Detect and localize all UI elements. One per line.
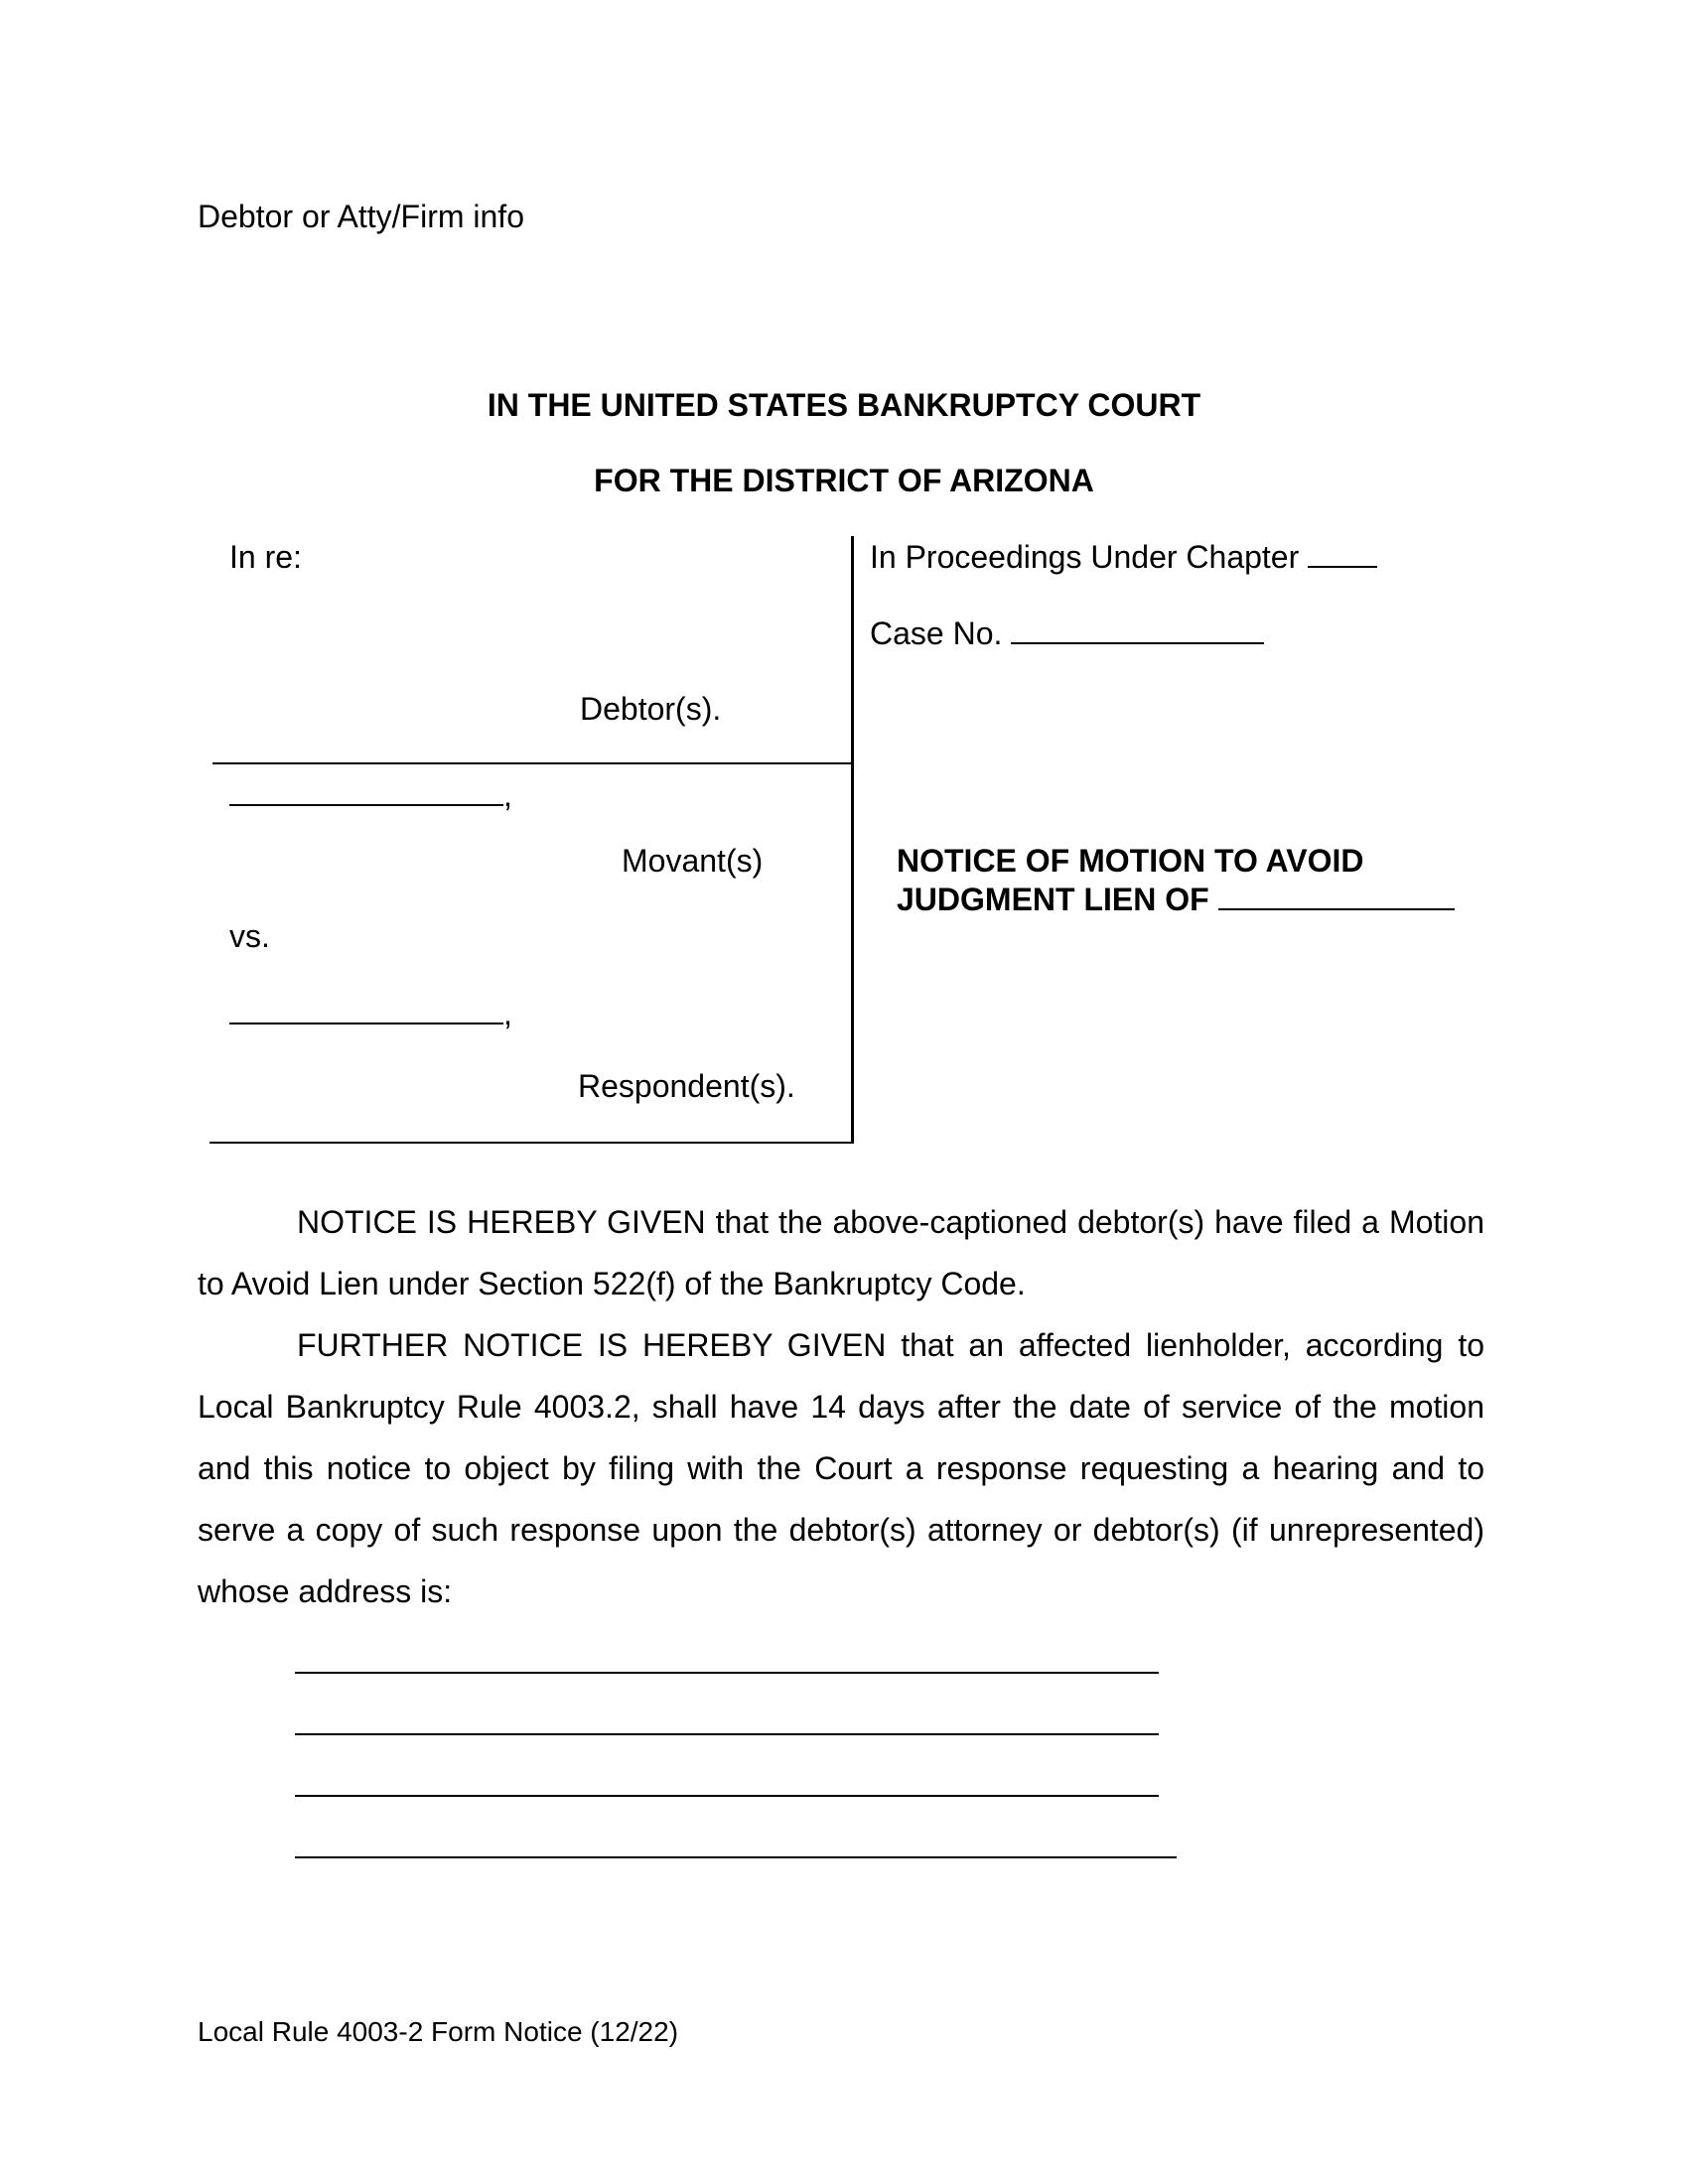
- notice-paragraph-2-text: FURTHER NOTICE IS HEREBY GIVEN that an affected lienholder, according to Local Bankruptcy Rule 4003.2, shall have 14 days after the date of service of the motion and this notice to object by filing with the Court a response requesting a hearing and to serve a copy of such response upon the debtor(s) attorney or debtor(s) (if unrepresented) whose address is:: [198, 1327, 1484, 1609]
- chapter-blank[interactable]: [1308, 565, 1377, 568]
- case-no-blank[interactable]: [1011, 641, 1264, 644]
- lienholder-name-blank[interactable]: [1218, 907, 1455, 910]
- address-line-4[interactable]: [295, 1856, 1177, 1858]
- notice-paragraph-1: [198, 1191, 1484, 1314]
- movants-label: Movant(s): [622, 843, 764, 879]
- movant-comma: ,: [503, 777, 512, 813]
- notice-title-line2-field[interactable]: [897, 881, 1455, 918]
- debtor-info-label: Debtor or Atty/Firm info: [198, 199, 524, 234]
- chapter-field[interactable]: [870, 538, 1377, 576]
- caption-divider-bottom: [210, 1142, 854, 1144]
- address-line-2[interactable]: [295, 1733, 1159, 1735]
- notice-paragraph-2: [198, 1314, 1484, 1622]
- notice-title-line1: NOTICE OF MOTION TO AVOID: [897, 843, 1364, 879]
- court-title-line1: IN THE UNITED STATES BANKRUPTCY COURT: [487, 387, 1201, 423]
- respondent-comma: ,: [503, 996, 512, 1031]
- footer-form-id: Local Rule 4003-2 Form Notice (12/22): [198, 2016, 679, 2047]
- notice-paragraph-1-text: NOTICE IS HEREBY GIVEN that the above-captioned debtor(s) have filed a Motion to Avoid Lien under Section 522(f) of the Bankruptcy Code.: [198, 1204, 1484, 1301]
- debtors-label: Debtor(s).: [580, 691, 722, 727]
- notice-title-line2: JUDGMENT LIEN OF: [897, 882, 1209, 917]
- chapter-label: In Proceedings Under Chapter: [870, 539, 1300, 575]
- case-no-field[interactable]: [870, 614, 1264, 652]
- movant-name-blank[interactable]: [229, 803, 503, 806]
- movant-name-field[interactable]: [229, 776, 512, 814]
- court-title-line2: FOR THE DISTRICT OF ARIZONA: [594, 463, 1094, 498]
- respondent-name-blank[interactable]: [229, 1022, 503, 1024]
- in-re-label: In re:: [229, 539, 302, 575]
- case-no-label: Case No.: [870, 615, 1003, 651]
- address-line-3[interactable]: [295, 1795, 1159, 1797]
- respondents-label: Respondent(s).: [578, 1068, 795, 1104]
- caption-divider-debtor: [212, 762, 854, 764]
- address-line-1[interactable]: [295, 1672, 1159, 1674]
- caption-vertical-divider: [851, 536, 854, 1144]
- respondent-name-field[interactable]: [229, 995, 512, 1032]
- vs-label: vs.: [229, 918, 270, 954]
